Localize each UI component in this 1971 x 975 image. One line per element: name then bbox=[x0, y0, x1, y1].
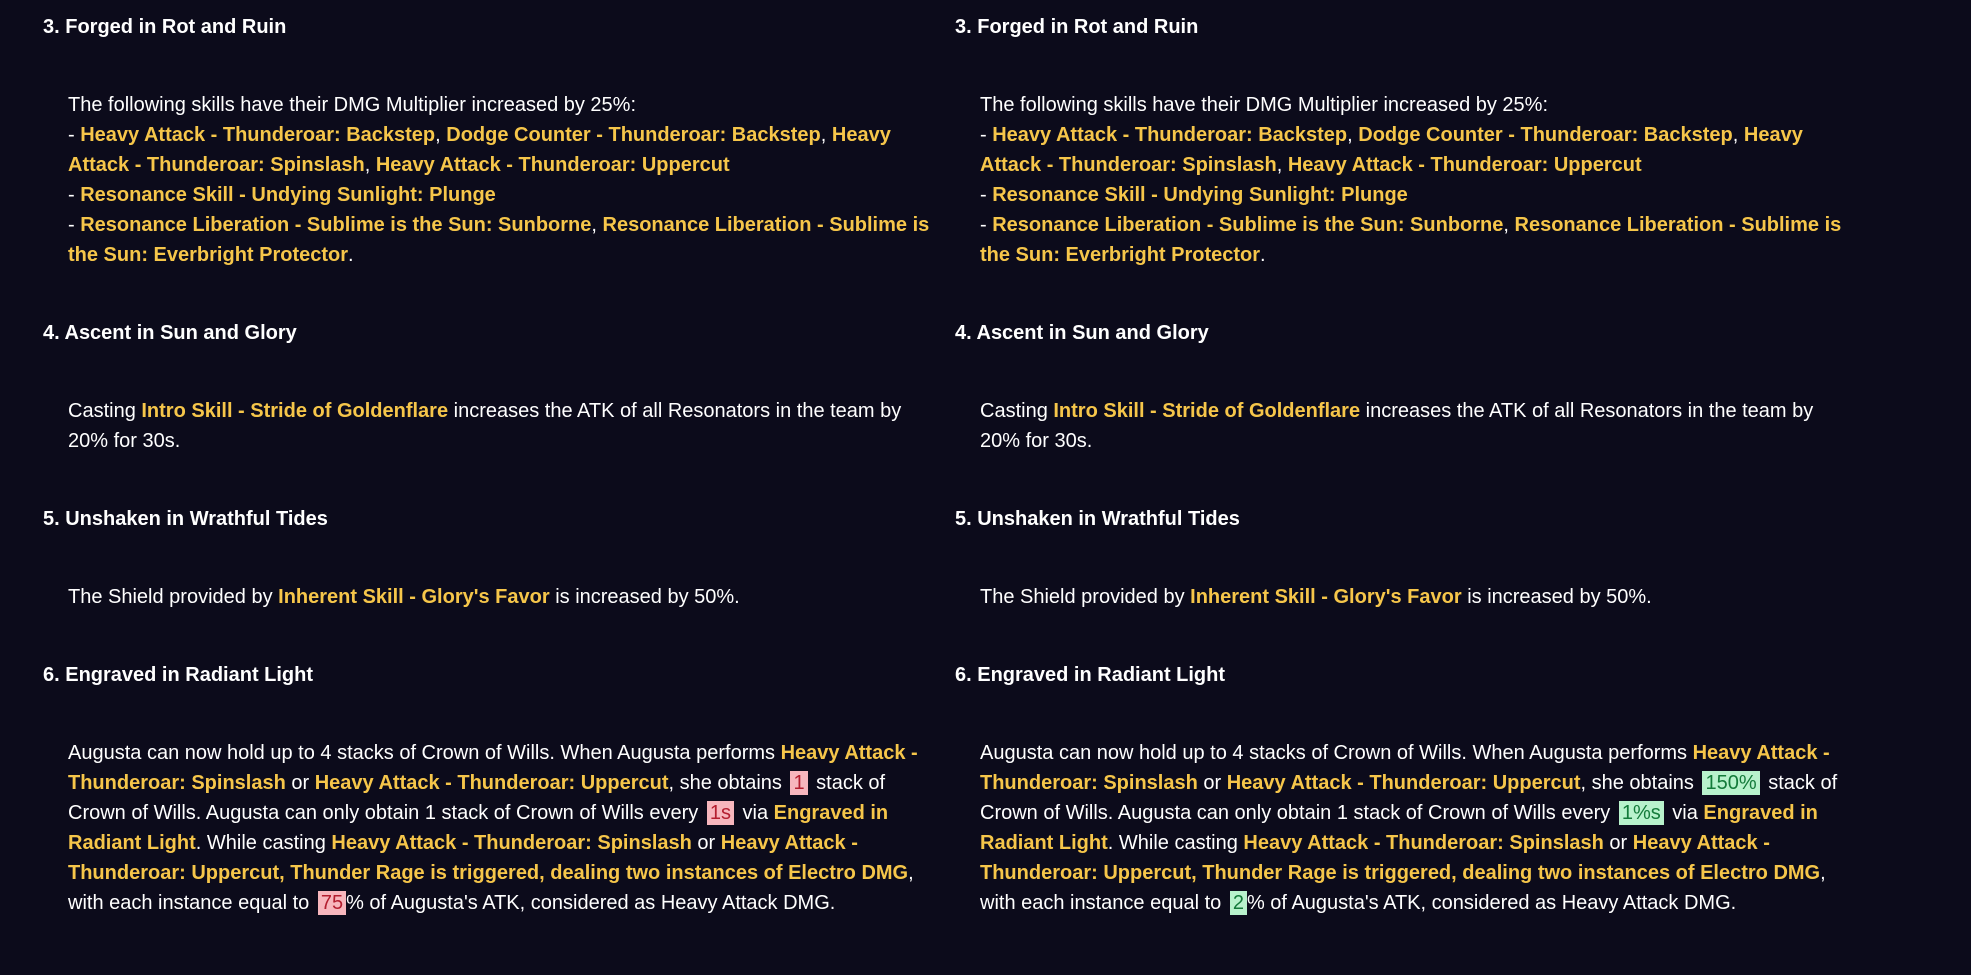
added-value-percent: 2 bbox=[1230, 891, 1247, 915]
text: increases the ATK of all Resonators in the team by 20% for 30s. bbox=[68, 400, 902, 452]
intro-text: The following skills have their DMG Multiplier increased by 25%: bbox=[980, 94, 1549, 116]
skill-list-line bbox=[980, 120, 1855, 180]
text: Augusta can now hold up to 4 stacks of Crown of Wills. When Augusta performs bbox=[68, 742, 781, 764]
section-body bbox=[980, 396, 1855, 456]
intro-line bbox=[68, 90, 943, 120]
text: stack of Crown of Wills. Augusta can only obtain 1 stack of Crown of Wills every bbox=[68, 772, 886, 824]
text: via bbox=[1672, 802, 1704, 824]
text: via bbox=[742, 802, 774, 824]
paragraph bbox=[68, 396, 943, 456]
intro-text: The following skills have their DMG Multiplier increased by 25%: bbox=[68, 94, 637, 116]
text: , with each instance equal to bbox=[68, 862, 914, 914]
section-body bbox=[980, 738, 1855, 918]
keyword: Heavy Attack - Thunderoar: Uppercut bbox=[1226, 772, 1581, 794]
period: . bbox=[348, 244, 354, 266]
keyword: Resonance Skill - Undying Sunlight: Plunge bbox=[80, 184, 496, 206]
removed-value-interval: 1s bbox=[707, 801, 734, 825]
dash: - bbox=[68, 184, 81, 206]
keyword: Heavy Attack - Thunderoar: Spinslash bbox=[980, 742, 1830, 794]
keyword: Heavy Attack - Thunderoar: Uppercut, Thunder Rage is triggered, dealing two instances of Electro DMG bbox=[68, 832, 909, 884]
keyword: Resonance Skill - Undying Sunlight: Plunge bbox=[992, 184, 1408, 206]
text: is increased by 50%. bbox=[549, 586, 740, 608]
text: Augusta can now hold up to 4 stacks of Crown of Wills. When Augusta performs bbox=[980, 742, 1693, 764]
dash: - bbox=[980, 184, 993, 206]
text: is increased by 50%. bbox=[1461, 586, 1652, 608]
text: . While casting bbox=[1107, 832, 1244, 854]
section-title: 3. Forged in Rot and Ruin bbox=[43, 16, 287, 38]
skill-list-line bbox=[68, 120, 943, 180]
text: The Shield provided by bbox=[68, 586, 279, 608]
text: , with each instance equal to bbox=[980, 862, 1826, 914]
intro-line bbox=[980, 90, 1855, 120]
skill-list-line bbox=[980, 210, 1855, 270]
period: . bbox=[1260, 244, 1266, 266]
text: or bbox=[1603, 832, 1633, 854]
keyword: Heavy Attack - Thunderoar: Backstep bbox=[80, 124, 436, 146]
text: , she obtains bbox=[1580, 772, 1694, 794]
skill-list-line bbox=[980, 180, 1855, 210]
keyword: Engraved in Radiant Light bbox=[68, 802, 889, 854]
keyword: Heavy Attack - Thunderoar: Spinslash bbox=[331, 832, 692, 854]
keyword: Intro Skill - Stride of Goldenflare bbox=[141, 400, 449, 422]
text: Casting bbox=[980, 400, 1054, 422]
comma: , bbox=[1276, 154, 1288, 176]
comma: , bbox=[1732, 124, 1744, 146]
section-body bbox=[68, 396, 943, 456]
keyword: Resonance Liberation - Sublime is the Sun: Everbright Protector bbox=[68, 214, 930, 266]
text: The Shield provided by bbox=[980, 586, 1191, 608]
text: or bbox=[1197, 772, 1227, 794]
keyword: Inherent Skill - Glory's Favor bbox=[278, 586, 550, 608]
text: increases the ATK of all Resonators in the team by 20% for 30s. bbox=[980, 400, 1814, 452]
text: or bbox=[285, 772, 315, 794]
comma: , bbox=[435, 124, 447, 146]
dash: - bbox=[68, 124, 81, 146]
keyword: Heavy Attack - Thunderoar: Spinslash bbox=[980, 124, 1803, 176]
keyword: Engraved in Radiant Light bbox=[980, 802, 1818, 854]
comma: , bbox=[364, 154, 376, 176]
text: % of Augusta's ATK, considered as Heavy Attack DMG. bbox=[346, 892, 836, 914]
paragraph bbox=[68, 738, 943, 918]
section-title: 4. Ascent in Sun and Glory bbox=[43, 322, 297, 344]
section-title: 5. Unshaken in Wrathful Tides bbox=[955, 508, 1240, 530]
keyword: Heavy Attack - Thunderoar: Backstep bbox=[992, 124, 1348, 146]
keyword: Resonance Liberation - Sublime is the Sun: Everbright Protector bbox=[980, 214, 1842, 266]
dash: - bbox=[980, 214, 993, 236]
section-body bbox=[980, 90, 1855, 270]
keyword: Dodge Counter - Thunderoar: Backstep bbox=[446, 124, 821, 146]
section-title: 3. Forged in Rot and Ruin bbox=[955, 16, 1199, 38]
added-value-stacks: 150% bbox=[1702, 771, 1759, 795]
dash: - bbox=[68, 214, 81, 236]
text: stack of Crown of Wills. Augusta can only obtain 1 stack of Crown of Wills every bbox=[980, 772, 1838, 824]
keyword: Heavy Attack - Thunderoar: Uppercut bbox=[375, 154, 730, 176]
section-title: 5. Unshaken in Wrathful Tides bbox=[43, 508, 328, 530]
paragraph bbox=[980, 582, 1855, 612]
comma: , bbox=[591, 214, 603, 236]
keyword: Heavy Attack - Thunderoar: Uppercut, Thunder Rage is triggered, dealing two instances of Electro DMG bbox=[980, 832, 1821, 884]
removed-value-stacks: 1 bbox=[790, 771, 807, 795]
removed-value-percent: 75 bbox=[318, 891, 346, 915]
keyword: Heavy Attack - Thunderoar: Spinslash bbox=[68, 124, 891, 176]
comma: , bbox=[1503, 214, 1515, 236]
comma: , bbox=[820, 124, 832, 146]
added-value-interval: 1%s bbox=[1619, 801, 1664, 825]
skill-list-line bbox=[68, 180, 943, 210]
keyword: Resonance Liberation - Sublime is the Sun: Sunborne bbox=[992, 214, 1504, 236]
section-body bbox=[980, 582, 1855, 612]
keyword: Dodge Counter - Thunderoar: Backstep bbox=[1358, 124, 1733, 146]
paragraph bbox=[980, 396, 1855, 456]
text: % of Augusta's ATK, considered as Heavy Attack DMG. bbox=[1246, 892, 1737, 914]
text: , she obtains bbox=[668, 772, 782, 794]
comma: , bbox=[1347, 124, 1359, 146]
section-title: 6. Engraved in Radiant Light bbox=[43, 664, 314, 686]
section-body bbox=[68, 582, 943, 612]
keyword: Heavy Attack - Thunderoar: Spinslash bbox=[68, 742, 918, 794]
paragraph bbox=[68, 582, 943, 612]
paragraph bbox=[980, 738, 1855, 918]
keyword: Inherent Skill - Glory's Favor bbox=[1190, 586, 1462, 608]
keyword: Heavy Attack - Thunderoar: Spinslash bbox=[1243, 832, 1604, 854]
keyword: Heavy Attack - Thunderoar: Uppercut bbox=[314, 772, 669, 794]
section-body bbox=[68, 738, 943, 918]
text: Casting bbox=[68, 400, 142, 422]
section-body bbox=[68, 90, 943, 270]
keyword: Resonance Liberation - Sublime is the Sun: Sunborne bbox=[80, 214, 592, 236]
text: . While casting bbox=[195, 832, 332, 854]
section-title: 6. Engraved in Radiant Light bbox=[955, 664, 1226, 686]
keyword: Intro Skill - Stride of Goldenflare bbox=[1053, 400, 1361, 422]
section-title: 4. Ascent in Sun and Glory bbox=[955, 322, 1209, 344]
dash: - bbox=[980, 124, 993, 146]
text: or bbox=[691, 832, 721, 854]
skill-list-line bbox=[68, 210, 943, 270]
keyword: Heavy Attack - Thunderoar: Uppercut bbox=[1287, 154, 1642, 176]
